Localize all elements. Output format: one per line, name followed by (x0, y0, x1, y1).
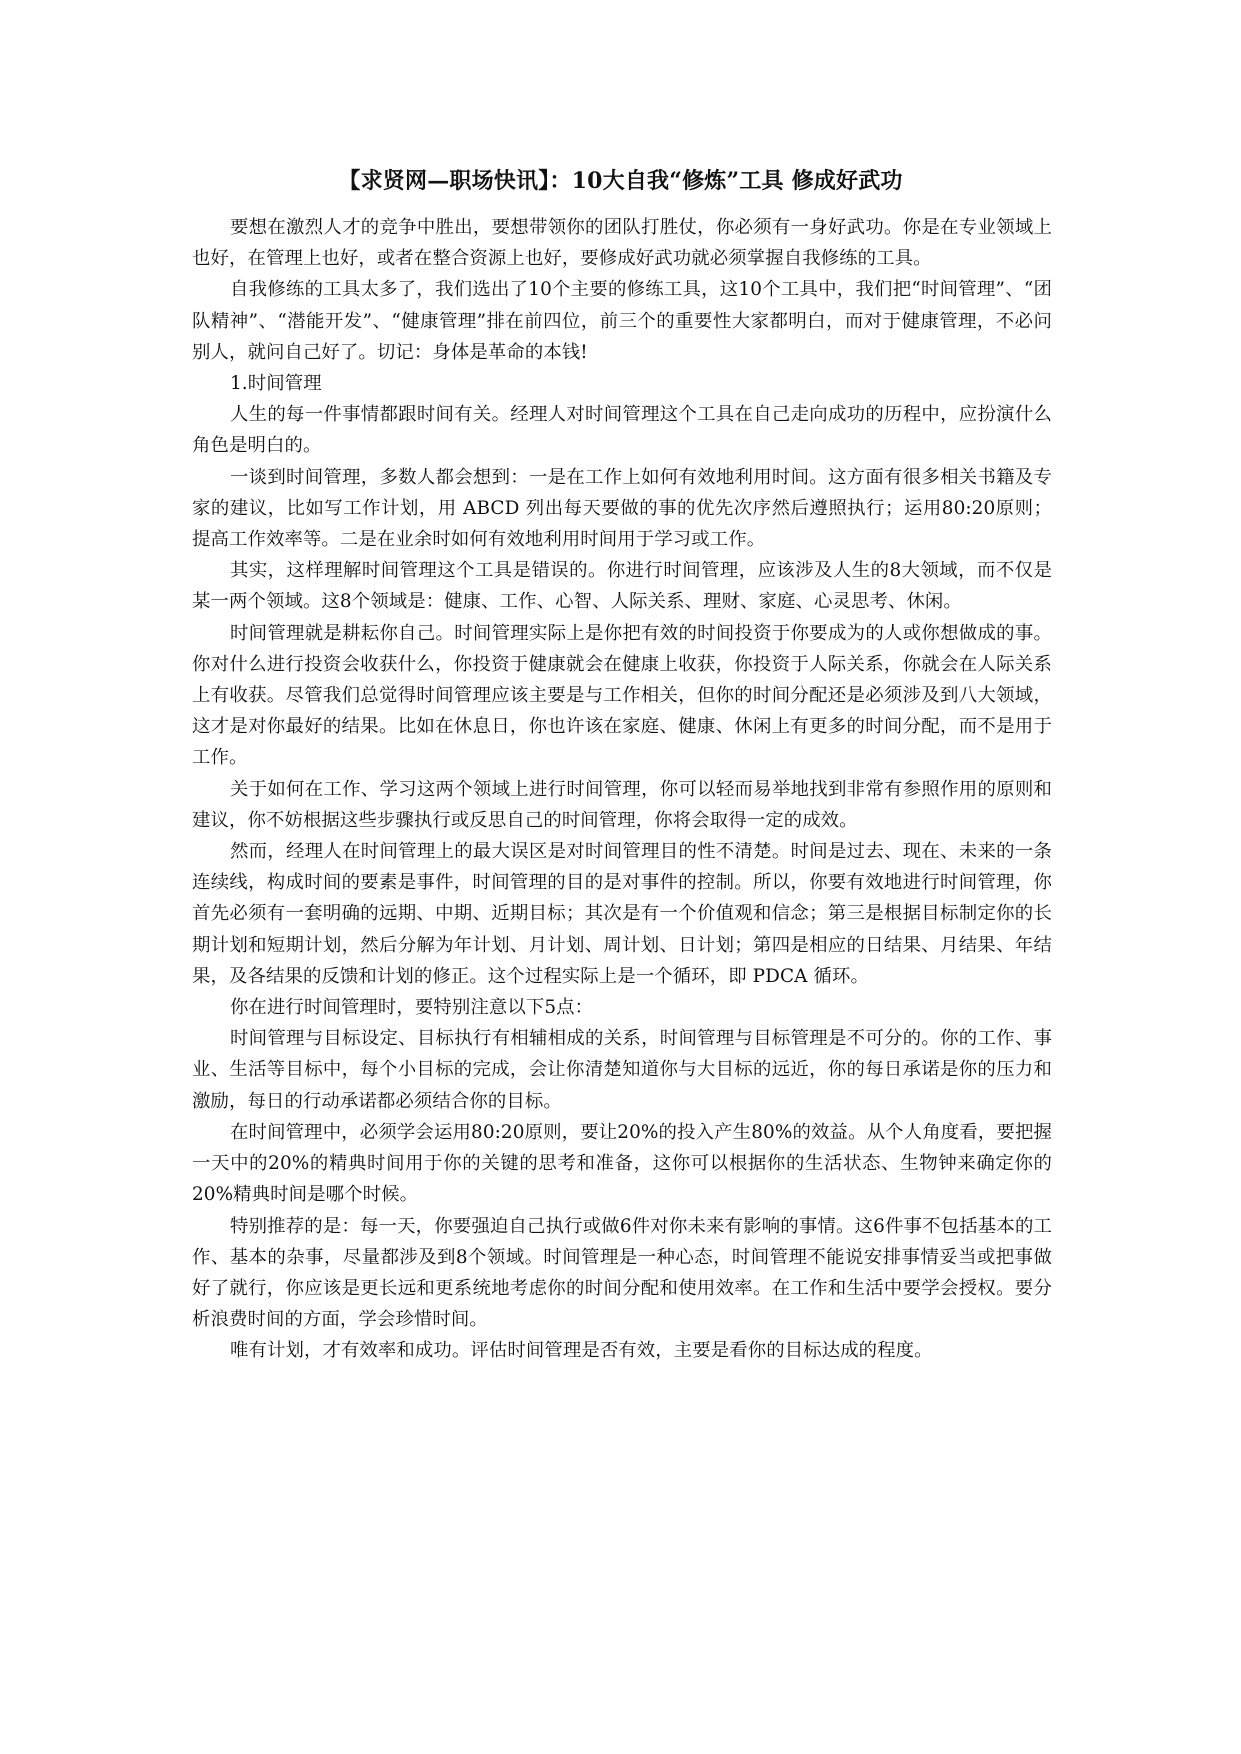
paragraph: 人生的每一件事情都跟时间有关。经理人对时间管理这个工具在自己走向成功的历程中，应扮演什么角色是明白的。 (192, 404, 1052, 457)
paragraph: 其实，这样理解时间管理这个工具是错误的。你进行时间管理，应该涉及人生的8大领域，而不仅是某一两个领域。这8个领域是：健康、工作、心智、人际关系、理财、家庭、心灵思考、休闲。 (192, 560, 1052, 613)
paragraph: 在时间管理中，必须学会运用80:20原则，要让20%的投入产生80%的效益。从个人角度看，要把握一天中的20%的精典时间用于你的关键的思考和准备，这你可以根据你的生活状态、生物钟来确定你的20%精典时间是哪个时候。 (192, 1121, 1052, 1206)
paragraph: 你在进行时间管理时，要特别注意以下5点： (230, 997, 594, 1019)
section-heading-time-management: 1.时间管理 (230, 373, 322, 395)
paragraph: 然而，经理人在时间管理上的最大误区是对时间管理目的性不清楚。时间是过去、现在、未来的一条连续线，构成时间的要素是事件，时间管理的目的是对事件的控制。所以，你要有效地进行时间管理，你首先必须有一套明确的远期、中期、近期目标；其次是有一个价值观和信念；第三是根据目标制定你的长期计划和短期计划，然后分解为年计划、月计划、周计划、日计划；第四是相应的日结果、月结果、年结果，及各结果的反馈和计划的修正。这个过程实际上是一个循环，即 PDCA 循环。 (192, 841, 1052, 987)
paragraph: 时间管理就是耕耘你自己。时间管理实际上是你把有效的时间投资于你要成为的人或你想做成的事。你对什么进行投资会收获什么，你投资于健康就会在健康上收获，你投资于人际关系，你就会在人际关系上有收获。尽管我们总觉得时间管理应该主要是与工作相关，但你的时间分配还是必须涉及到八大领域，这才是对你最好的结果。比如在休息日，你也许该在家庭、健康、休闲上有更多的时间分配，而不是用于工作。 (192, 622, 1052, 769)
document-body (192, 212, 1052, 1367)
paragraph: 唯有计划，才有效率和成功。评估时间管理是否有效，主要是看你的目标达成的程度。 (230, 1340, 933, 1362)
document-title: 【求贤网—职场快讯】：10大自我“修炼”工具 修成好武功 (338, 168, 903, 194)
paragraph: 关于如何在工作、学习这两个领域上进行时间管理，你可以轻而易举地找到非常有参照作用的原则和建议，你不妨根据这些步骤执行或反思自己的时间管理，你将会取得一定的成效。 (192, 778, 1052, 831)
paragraph-intro: 要想在激烈人才的竞争中胜出，要想带领你的团队打胜仗，你必须有一身好武功。你是在专业领域上也好，在管理上也好，或者在整合资源上也好，要修成好武功就必须掌握自我修练的工具。 (192, 217, 1052, 270)
paragraph: 时间管理与目标设定、目标执行有相辅相成的关系，时间管理与目标管理是不可分的。你的工作、事业、生活等目标中，每个小目标的完成，会让你清楚知道你与大目标的远近，你的每日承诺是你的压力和激励，每日的行动承诺都必须结合你的目标。 (192, 1028, 1052, 1112)
paragraph: 特别推荐的是：每一天，你要强迫自己执行或做6件对你未来有影响的事情。这6件事不包括基本的工作、基本的杂事，尽量都涉及到8个领域。时间管理是一种心态，时间管理不能说安排事情妥当或把事做好了就行，你应该是更长远和更系统地考虑你的时间分配和使用效率。在工作和生活中要学会授权。要分析浪费时间的方面，学会珍惜时间。 (192, 1215, 1052, 1331)
paragraph: 一谈到时间管理，多数人都会想到：一是在工作上如何有效地利用时间。这方面有很多相关书籍及专家的建议，比如写工作计划，用 ABCD 列出每天要做的事的优先次序然后遵照执行；运用80:20原则；提高工作效率等。二是在业余时如何有效地利用时间用于学习或工作。 (192, 466, 1052, 551)
paragraph-tools-overview: 自我修练的工具太多了，我们选出了10个主要的修练工具，这10个工具中，我们把“时间管理”、“团队精神”、“潜能开发”、“健康管理”排在前四位，前三个的重要性大家都明白，而对于健康管理，不必问别人，就问自己好了。切记：身体是革命的本钱! (192, 279, 1052, 363)
